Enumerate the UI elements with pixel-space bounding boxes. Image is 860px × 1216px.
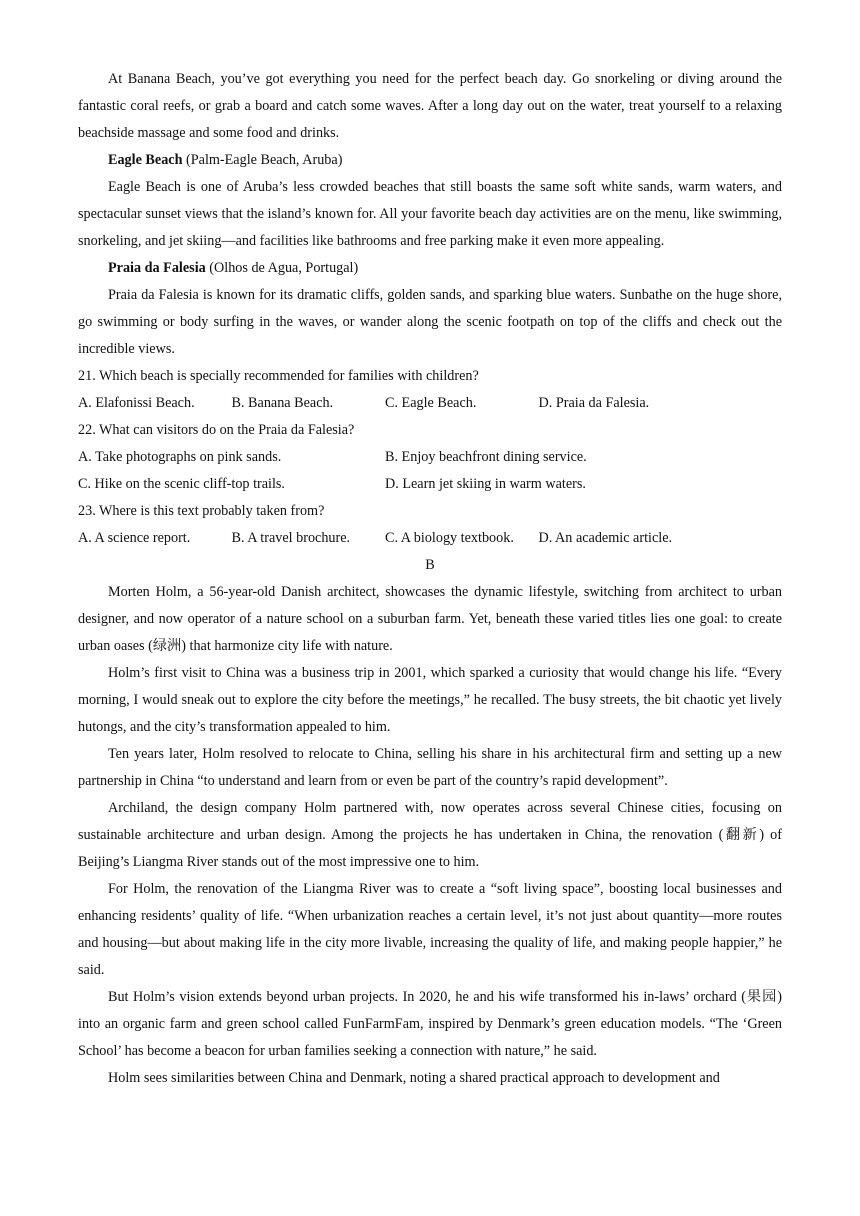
question-21-option-a: A. Elafonissi Beach. (78, 395, 195, 411)
document-page (78, 66, 782, 1092)
question-22-option-a: A. Take photographs on pink sands. (78, 449, 282, 465)
section-b-paragraph-4: Archiland, the design company Holm partnered with, now operates across several Chinese cities, focusing on sustainable architecture and urban design. Among the projects he has undertaken in China, the renovation (翻新) of Beijing’s Liangma River stands out of the most impressive one to him. (78, 800, 782, 870)
question-23-option-a: A. A science report. (78, 530, 191, 546)
praia-location: (Olhos de Agua, Portugal) (205, 260, 359, 276)
question-22-stem: 22. What can visitors do on the Praia da Falesia? (78, 422, 355, 438)
section-b-paragraph-6: But Holm’s vision extends beyond urban projects. In 2020, he and his wife transformed his in-laws’ orchard (果园) into an organic farm and green school called FunFarmFam, inspired by Denmark’s green education models. “The ‘Green School’ has become a beacon for urban families seeking a connection with nature,” he said. (78, 989, 782, 1059)
banana-beach-paragraph: At Banana Beach, you’ve got everything you need for the perfect beach day. Go snorkeling or diving around the fantastic coral reefs, or grab a board and catch some waves. After a long day out on the water, treat yourself to a relaxing beachside massage and some food and drinks. (78, 71, 782, 141)
question-21-option-b: B. Banana Beach. (231, 395, 334, 411)
question-23-option-d: D. An academic article. (538, 530, 673, 546)
section-b-paragraph-1: Morten Holm, a 56-year-old Danish architect, showcases the dynamic lifestyle, switching from architect to urban designer, and now operator of a nature school on a suburban farm. Yet, beneath these varied titles lies one goal: to create urban oases (绿洲) that harmonize city life with nature. (78, 584, 782, 654)
question-23-option-c: C. A biology textbook. (385, 530, 514, 546)
praia-name: Praia da Falesia (108, 260, 206, 276)
section-b-paragraph-5: For Holm, the renovation of the Liangma River was to create a “soft living space”, boosting local businesses and enhancing residents’ quality of life. “When urbanization reaches a certain level, it’s not just about quantity—more routes and housing—but about making life in the city more livable, increasing the quality of life, and making people happier,” he said. (78, 881, 782, 978)
eagle-beach-paragraph: Eagle Beach is one of Aruba’s less crowded beaches that still boasts the same soft white sands, warm waters, and spectacular sunset views that the island’s known for. All your favorite beach day activities are on the menu, like swimming, snorkeling, and jet skiing—and facilities like bathrooms and free parking make it even more appealing. (78, 179, 782, 249)
section-b-paragraph-3: Ten years later, Holm resolved to relocate to China, selling his share in his architectural firm and setting up a new partnership in China “to understand and learn from or even be part of the country’s rapid development”. (78, 746, 782, 789)
section-b-label: B (425, 557, 435, 573)
question-21-option-d: D. Praia da Falesia. (538, 395, 650, 411)
question-22-option-d: D. Learn jet skiing in warm waters. (385, 476, 586, 492)
question-23-option-b: B. A travel brochure. (231, 530, 351, 546)
question-21-option-c: C. Eagle Beach. (385, 395, 477, 411)
question-22-options-row1 (78, 444, 782, 471)
question-22-option-c: C. Hike on the scenic cliff-top trails. (78, 476, 285, 492)
question-22-options-row2 (78, 471, 782, 498)
section-b-paragraph-7: Holm sees similarities between China and Denmark, noting a shared practical approach to development and (108, 1070, 720, 1086)
question-23-stem: 23. Where is this text probably taken from? (78, 503, 325, 519)
eagle-beach-heading (78, 147, 782, 174)
praia-heading (78, 255, 782, 282)
question-21-options (78, 390, 782, 417)
question-21-stem: 21. Which beach is specially recommended for families with children? (78, 368, 479, 384)
eagle-beach-location: (Palm-Eagle Beach, Aruba) (182, 152, 343, 168)
praia-paragraph: Praia da Falesia is known for its dramatic cliffs, golden sands, and sparking blue waters. Sunbathe on the huge shore, go swimming or body surfing in the waves, or wander along the scenic footpath on top of the cliffs and check out the incredible views. (78, 287, 782, 357)
section-b-paragraph-2: Holm’s first visit to China was a business trip in 2001, which sparked a curiosity that would change his life. “Every morning, I would sneak out to explore the city before the meetings,” he recalled. The busy streets, the bit chaotic yet lively hutongs, and the city’s transformation appealed to him. (78, 665, 782, 735)
eagle-beach-name: Eagle Beach (108, 152, 183, 168)
question-22-option-b: B. Enjoy beachfront dining service. (385, 449, 587, 465)
question-23-options (78, 525, 782, 552)
